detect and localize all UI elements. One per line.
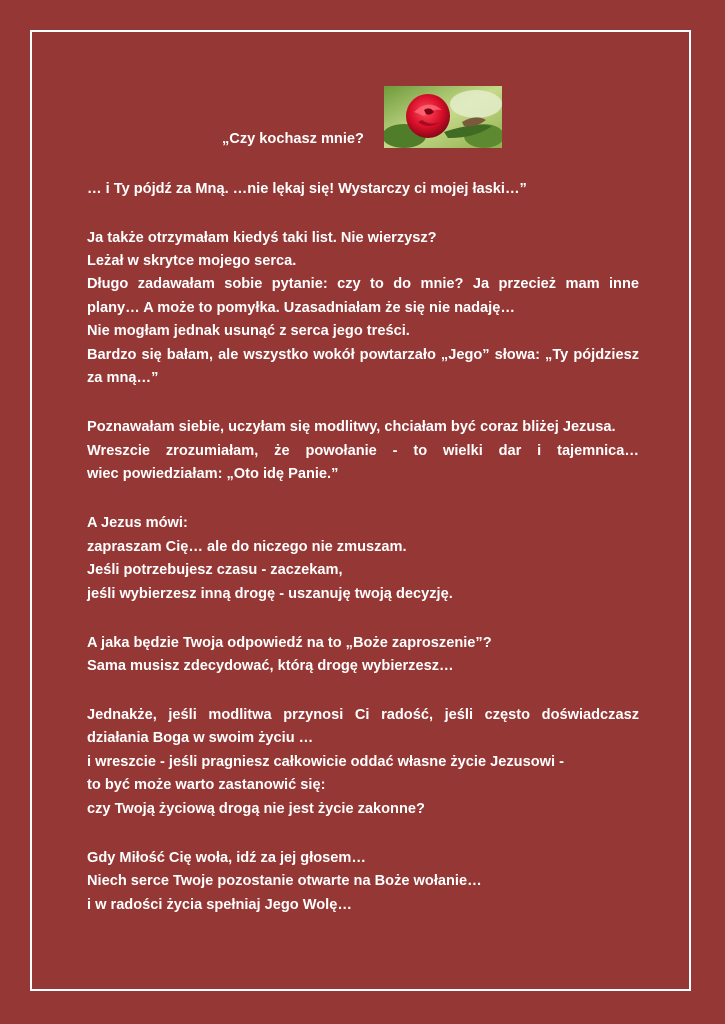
text-line: … i Ty pójdź za Mną. …nie lękaj się! Wystarczy ci mojej łaski…” <box>87 181 527 197</box>
text-line: plany… A może to pomyłka. Uzasadniałam że się nie nadaję… <box>87 300 515 316</box>
text-line: Jeśli potrzebujesz czasu - zaczekam, <box>87 562 343 578</box>
text-line: jeśli wybierzesz inną drogę - uszanuję twoją decyzję. <box>87 586 453 602</box>
text-line: i w radości życia spełniaj Jego Wolę… <box>87 897 352 913</box>
text-line: Bardzo się bałam, ale wszystko wokół powtarzało „Jego” słowa: „Ty pójdziesz <box>87 347 639 363</box>
text-line: czy Twoją życiową drogą nie jest życie zakonne? <box>87 801 425 817</box>
text-line: zapraszam Cię… ale do niczego nie zmuszam. <box>87 539 407 555</box>
text-line: Ja także otrzymałam kiedyś taki list. Nie wierzysz? <box>87 230 437 246</box>
text-line: Jednakże, jeśli modlitwa przynosi Ci radość, jeśli często doświadczasz <box>87 707 639 723</box>
text-line: za mną…” <box>87 370 159 386</box>
text-line: A Jezus mówi: <box>87 515 188 531</box>
text-line: działania Boga w swoim życiu … <box>87 730 314 746</box>
text-line: Gdy Miłość Cię woła, idź za jej głosem… <box>87 850 366 866</box>
red-rose-icon <box>384 86 502 148</box>
text-line: Sama musisz zdecydować, którą drogę wybierzesz… <box>87 658 454 674</box>
text-line: Niech serce Twoje pozostanie otwarte na Boże wołanie… <box>87 873 482 889</box>
text-line: Nie mogłam jednak usunąć z serca jego treści. <box>87 323 410 339</box>
text-line: Wreszcie zrozumiałam, że powołanie - to wielki dar i tajemnica… <box>87 443 639 459</box>
text-line: to być może warto zastanowić się: <box>87 777 326 793</box>
text-line: Leżał w skrytce mojego serca. <box>87 253 297 269</box>
text-line: A jaka będzie Twoja odpowiedź na to „Boże zaproszenie”? <box>87 635 492 651</box>
text-line: Długo zadawałam sobie pytanie: czy to do mnie? Ja przecież mam inne <box>87 276 639 292</box>
text-line: i wreszcie - jeśli pragniesz całkowicie oddać własne życie Jezusowi - <box>87 754 564 770</box>
text-line: Poznawałam siebie, uczyłam się modlitwy, chciałam być coraz bliżej Jezusa. <box>87 419 616 435</box>
text-line: wiec powiedziałam: „Oto idę Panie.” <box>87 466 339 482</box>
poem-title: „Czy kochasz mnie? <box>222 131 364 147</box>
